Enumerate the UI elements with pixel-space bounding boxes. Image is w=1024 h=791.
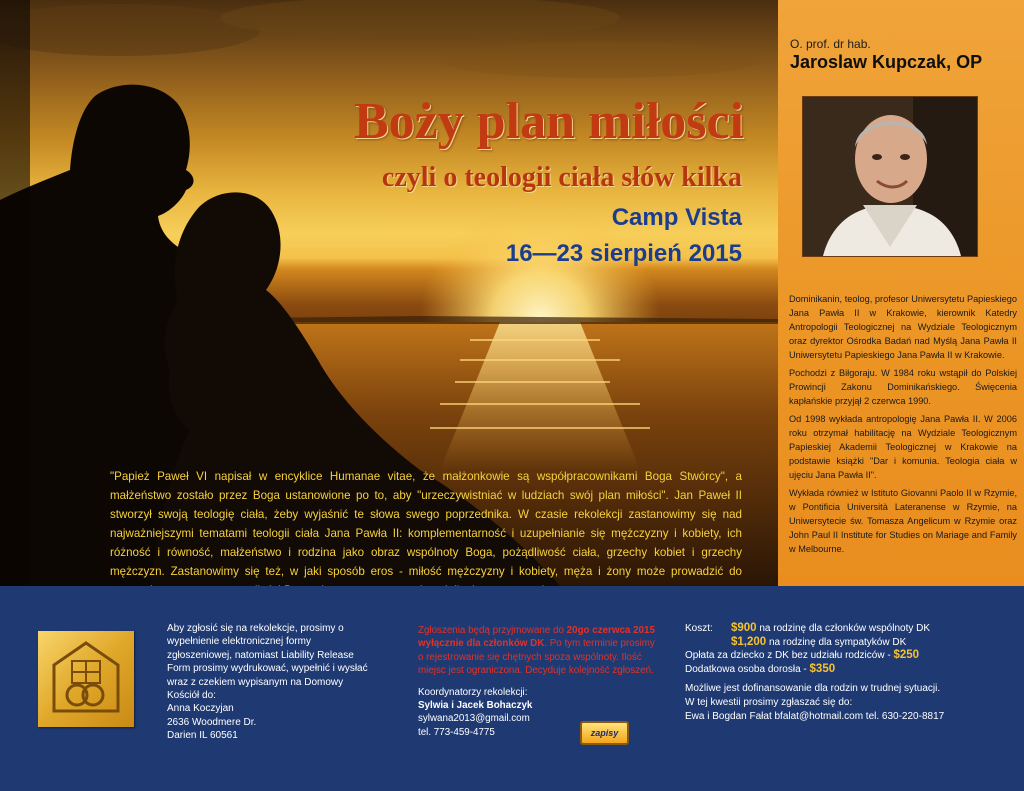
signup-button[interactable]: zapisy	[580, 721, 629, 745]
financial-aid-contact: Ewa i Bogdan Fałat bfalat@hotmail.com tel. 630-220-8817	[685, 710, 945, 722]
child-fee-label: Opłata za dziecko z DK bez udziału rodziców -	[685, 650, 891, 662]
cost-info	[685, 622, 1005, 723]
deadline-pre: Zgłoszenia będą przyjmowane do	[418, 625, 567, 636]
registration-line: zgłoszeniowej, natomiast Liability Release	[167, 649, 354, 661]
bio-paragraph: Od 1998 wykłada antropologię Jana Pawła II. W 2006 roku otrzymał habilitację na Wydziale Teologicznym Papieskiej Akademii Teologicznej w Krakowie na podstawie książki "Dar i komunia. Teologia ciała w ujęciu Jana Pawła II".	[789, 414, 1017, 480]
cost-label: Koszt:	[685, 623, 713, 634]
registration-line: Anna Koczyjan	[167, 703, 234, 715]
registration-line: wypełnienie elektronicznej formy	[167, 636, 311, 648]
price-sympathizers-desc: na rodzinę dla sympatyków DK	[768, 636, 907, 648]
cost-adult	[685, 663, 1005, 677]
deadline-date: 20go czerwca 2015 wyłącznie dla członków DK	[418, 625, 655, 650]
bio-paragraph: Pochodzi z Biłgoraju. W 1984 roku wstąpił do Polskiej Prowincji Zakonu Dominikańskiego. Święcenia kapłańskie przyjął 2 czerwca 1990.	[789, 368, 1017, 406]
price-sympathizers: $1,200	[731, 635, 767, 648]
cost-row-sympathizers	[685, 636, 1005, 650]
coordinators-email[interactable]: sylwana2013@gmail.com	[418, 713, 530, 725]
event-dates: 16—23 sierpień 2015	[505, 240, 742, 267]
price-members: $900	[731, 622, 757, 634]
coordinators-phone: tel. 773-459-4775	[418, 726, 495, 738]
cost-row-members	[685, 622, 1005, 636]
speaker-bio	[789, 292, 1017, 560]
event-title: Boży plan miłości	[353, 93, 744, 150]
domowy-kosciol-logo	[38, 631, 134, 727]
bio-paragraph: Wykłada również w Istituto Giovanni Paolo II w Rzymie, w Pontificia Università Lateranense w Rzymie, na Uniwersytecie św. Tomasza Angelicum w Rzymie oraz John Paul II Institute for Studies on Mariage and Family w Melbourne.	[789, 488, 1017, 554]
child-fee-price: $250	[893, 649, 920, 662]
price-members-desc: na rodzinę dla członków wspólnoty DK	[759, 623, 931, 634]
cost-child	[685, 649, 1005, 663]
deadline-text	[418, 624, 658, 678]
adult-fee-label: Dodatkowa osoba dorosła -	[685, 663, 807, 675]
info-footer	[0, 586, 1024, 791]
registration-info	[167, 622, 382, 743]
registration-line: Darien IL 60561	[167, 730, 238, 742]
speaker-name: Jaroslaw Kupczak, OP	[790, 52, 983, 72]
event-subtitle: czyli o teologii ciała słów kilka	[381, 162, 742, 193]
financial-aid-line: Możliwe jest dofinansowanie dla rodzin w trudnej sytuacji.	[685, 683, 941, 695]
speaker-portrait	[802, 96, 978, 257]
coordinators-names: Sylwia i Jacek Bohaczyk	[418, 700, 533, 712]
registration-line: Aby zgłosić się na rekolekcje, prosimy o	[167, 623, 344, 634]
registration-line: Form prosimy wydrukować, wypełnić i wysłać	[167, 663, 368, 675]
bio-paragraph: Dominikanin, teolog, profesor Uniwersytetu Papieskiego Jana Pawła II w Krakowie, kierownik Katedry Antropologii Teologicznej na Wydziale Teologicznym oraz dyrektor Ośrodka Badań nad Myślą Jana Pawła II Uniwersytetu Papieskiego Jana Pawła II w Krakowie.	[789, 294, 1017, 360]
speaker-title: O. prof. dr hab.	[790, 37, 871, 51]
registration-line: wraz z czekiem wypisanym na Domowy	[167, 676, 344, 688]
event-venue: Camp Vista	[611, 204, 742, 231]
event-description-quote: "Papież Paweł VI napisał w encyklice Humanae vitae, że małżonkowie są współpracownikami Boga Stwórcy", a małżeństwo zostało przez Boga ustanowione po to, aby "urzeczywistniać w ludziach swój plan miłości". Jan Paweł II stworzył swoją teologię ciała, żeby wyjaśnić te słowa swego poprzednika. W czasie rekolekcji zastanowimy się nad najważniejszymi tematami teologii ciała Jana Pawła II: komplementarność i uzupełnianie się mężczyzny i kobiety, ich różność i równość, małżeństwo i rodzina jako obraz wspólnoty Boga, pożądliwość ciała, grzechy kobiet i grzechy mężczyzn. Zastanowimy się też, w jaki sposób eros - miłość mężczyzny i kobiety, męża i żony może prowadzić do	[110, 470, 742, 578]
deadline-post: . Po tym terminie prosimy o rejestrowanie się chętnych spoza wspólnoty. Ilość miejsc jest ograniczona. Decyduje kolejność zgłoszeń.	[418, 638, 655, 677]
adult-fee-price: $350	[809, 662, 836, 675]
speaker-panel	[778, 0, 1024, 586]
registration-line: 2636 Woodmere Dr.	[167, 716, 257, 728]
coordinators-label: Koordynatorzy rekolekcji:	[418, 686, 528, 698]
financial-aid-line: W tej kwestii prosimy zgłaszać się do:	[685, 696, 853, 708]
registration-line: Kościół do:	[167, 690, 216, 702]
